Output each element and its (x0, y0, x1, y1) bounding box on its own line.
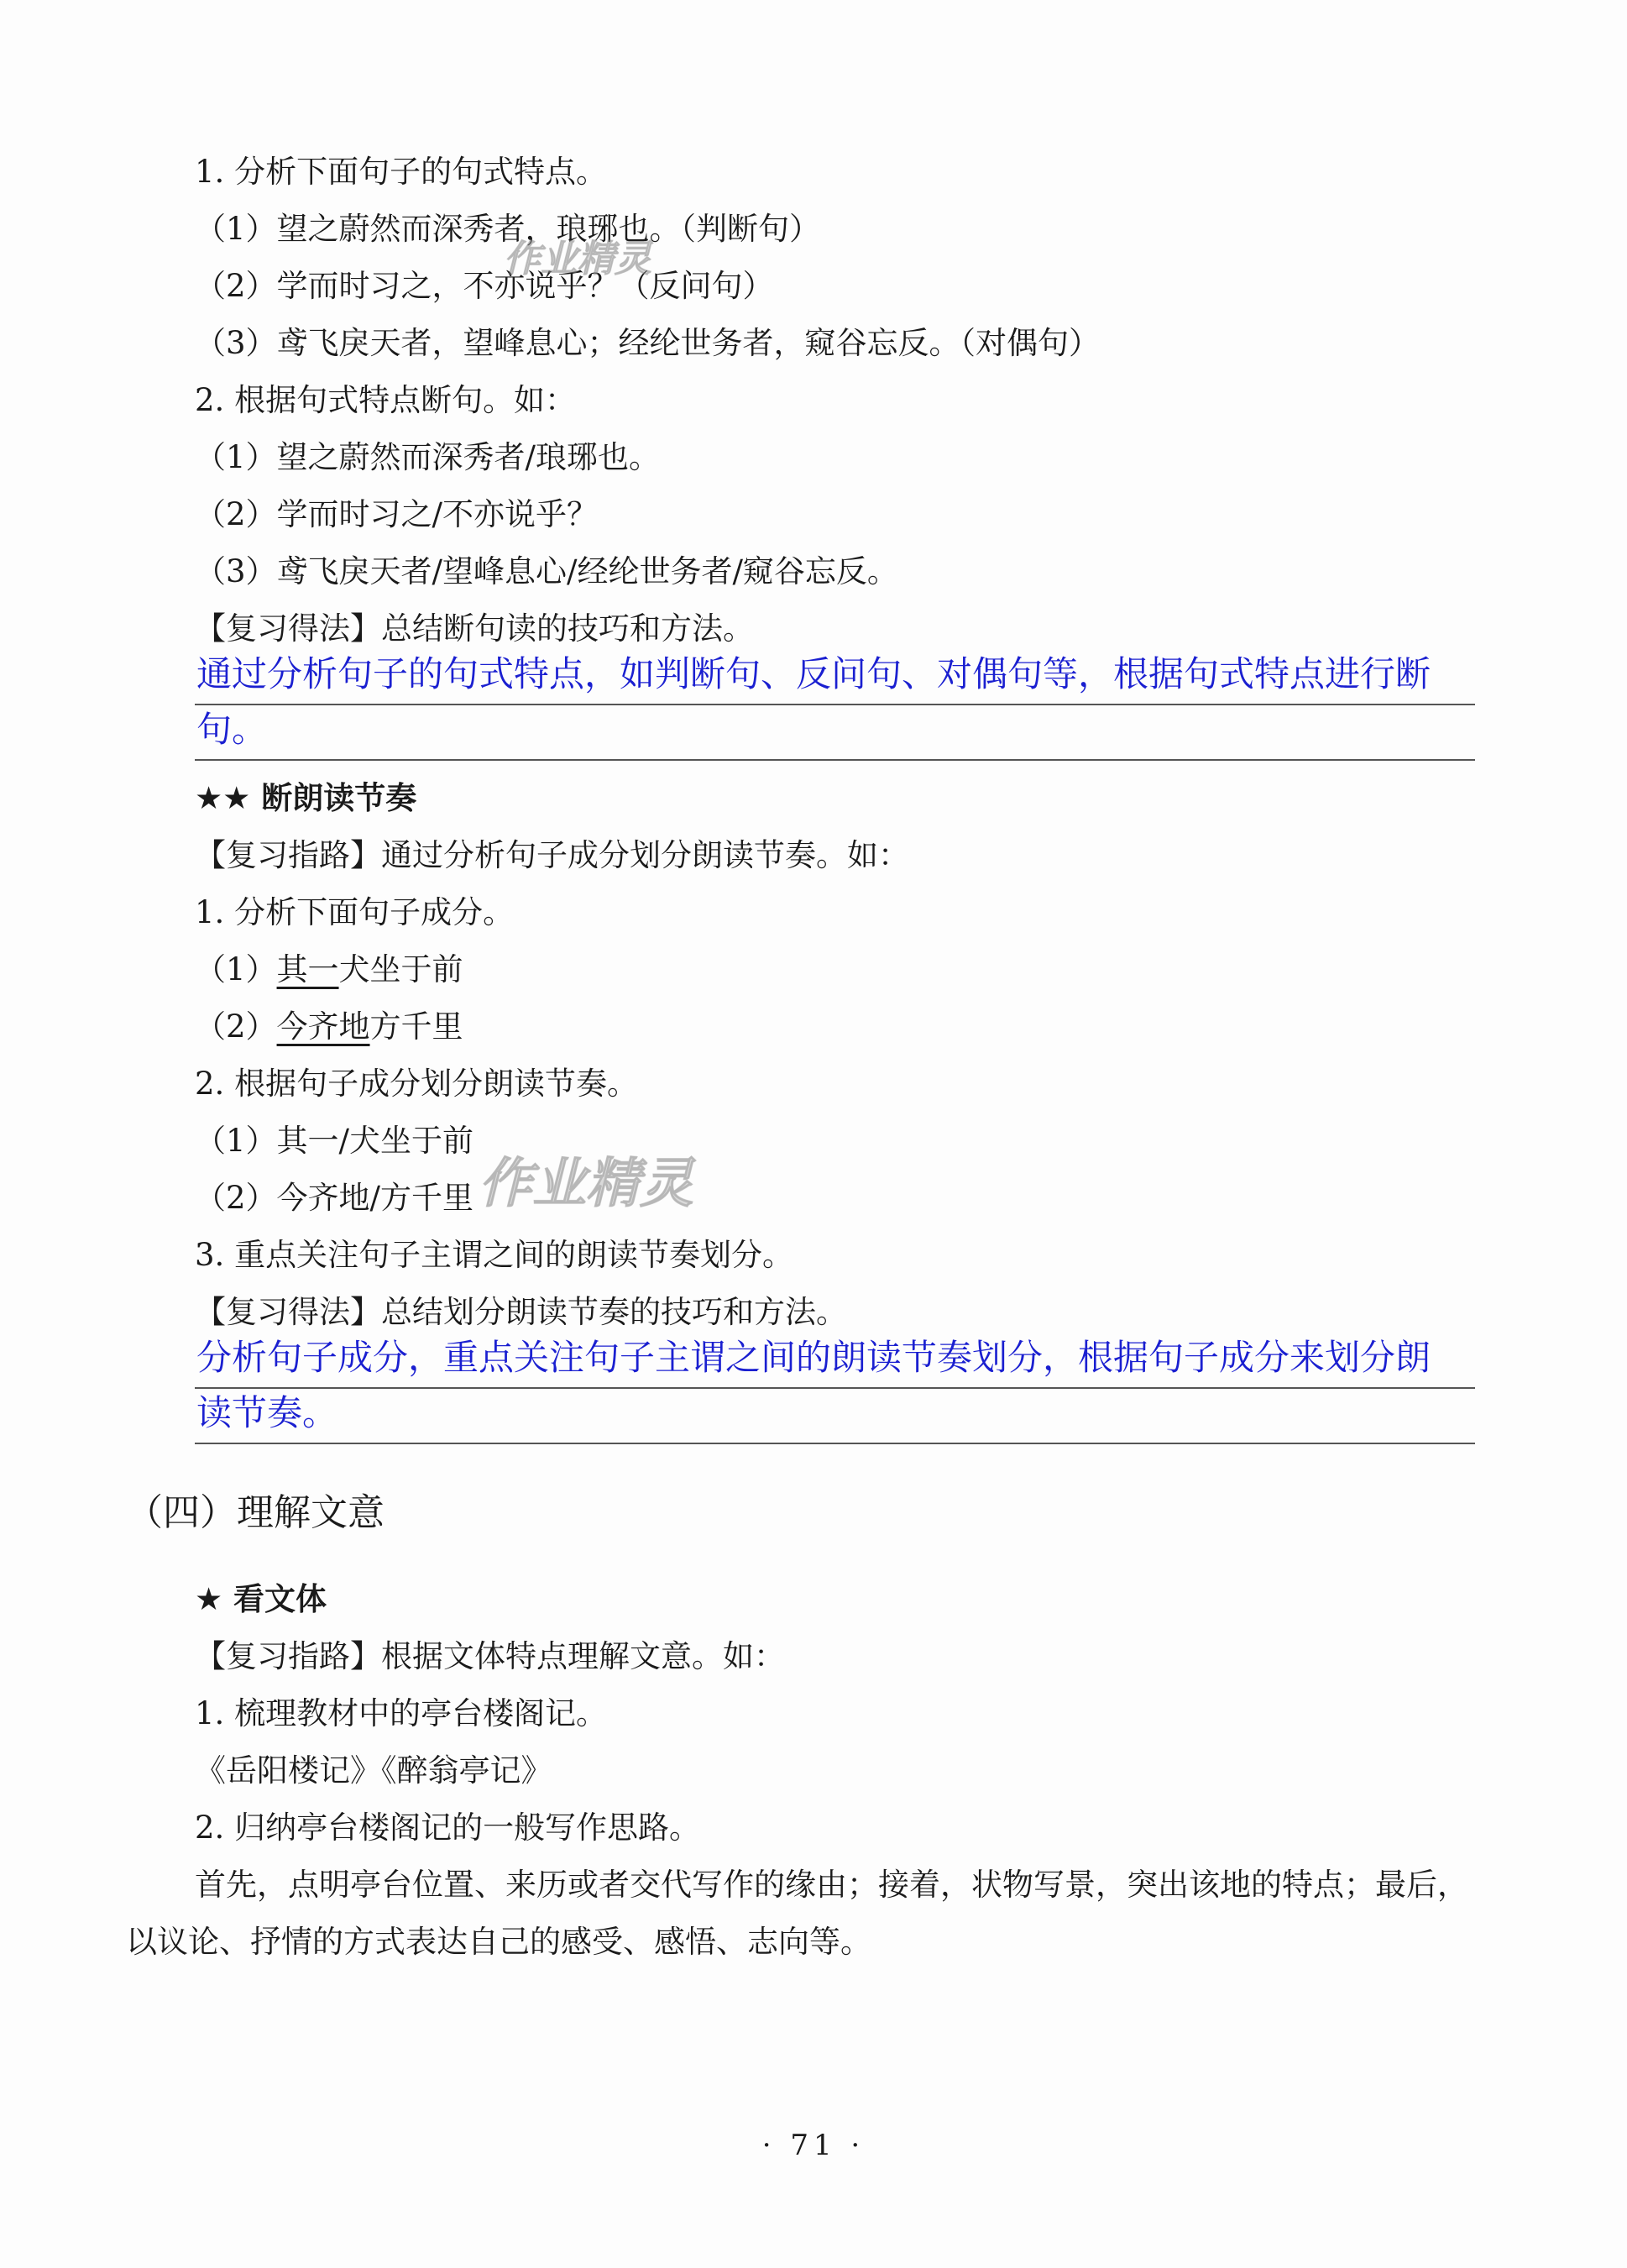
break-2: （2）学而时习之/不亦说乎？ (195, 496, 599, 532)
rhythm-question-2: 2. 根据句子成分划分朗读节奏。 (195, 1066, 639, 1102)
section-heading-rhythm: ★★ 断朗读节奏 (195, 780, 417, 816)
review-guide-genre: 【复习指路】根据文体特点理解文意。如： (195, 1638, 785, 1674)
rhythm-break-1: （1）其一/犬坐于前 (195, 1123, 474, 1159)
sentence-2: （2）学而时习之，不亦说乎？（反问句） (195, 268, 774, 304)
section-title-understanding: （四）理解文意 (126, 1491, 385, 1534)
rhythm-sentence-1: （1）其一犬坐于前 (195, 951, 463, 987)
question-2: 2. 根据句式特点断句。如： (195, 382, 577, 418)
rhythm-break-2: （2）今齐地/方千里 (195, 1180, 474, 1216)
page-number: · 71 · (761, 2129, 866, 2162)
answer-text: 句。 (196, 709, 268, 750)
break-1: （1）望之蔚然而深秀者/琅琊也。 (195, 439, 661, 475)
answer-line-2b (195, 1387, 1475, 1444)
review-method-2: 【复习得法】总结划分朗读节奏的技巧和方法。 (195, 1294, 847, 1330)
section-heading-genre: ★ 看文体 (195, 1581, 327, 1617)
subject-underline: 今齐地 (276, 1008, 370, 1045)
answer-text: 读节奏。 (196, 1392, 338, 1433)
review-method-1: 【复习得法】总结断句读的技巧和方法。 (195, 610, 754, 647)
answer-line-1a (195, 648, 1475, 705)
sentence-3: （3）鸢飞戾天者，望峰息心；经纶世务者，窥谷忘反。（对偶句） (195, 325, 1101, 361)
subject-underline: 其一 (276, 951, 339, 987)
rhythm-sentence-2: （2）今齐地方千里 (195, 1008, 463, 1045)
sentence-1: （1）望之蔚然而深秀者，琅琊也。（判断句） (195, 211, 821, 247)
answer-line-1b (195, 704, 1475, 761)
genre-question-1: 1. 梳理教材中的亭台楼阁记。 (195, 1695, 608, 1731)
genre-paragraph-line-2: 以议论、抒情的方式表达自己的感受、感悟、志向等。 (126, 1924, 871, 1960)
genre-question-2: 2. 归纳亭台楼阁记的一般写作思路。 (195, 1810, 701, 1846)
question-1: 1. 分析下面句子的句式特点。 (195, 154, 608, 190)
rhythm-question-1: 1. 分析下面句子成分。 (195, 894, 515, 930)
genre-titles: 《岳阳楼记》《醉翁亭记》 (195, 1752, 552, 1789)
break-3: （3）鸢飞戾天者/望峰息心/经纶世务者/窥谷忘反。 (195, 553, 898, 589)
watermark: 作业精灵 (479, 1153, 693, 1215)
answer-line-2a (195, 1332, 1475, 1389)
answer-text: 分析句子成分，重点关注句子主谓之间的朗读节奏划分，根据句子成分来划分朗 (196, 1337, 1431, 1378)
watermark: 作业精灵 (504, 238, 651, 280)
answer-text: 通过分析句子的句式特点，如判断句、反问句、对偶句等，根据句式特点进行断 (196, 653, 1431, 694)
genre-paragraph-line-1: 首先，点明亭台位置、来历或者交代写作的缘由；接着，状物写景，突出该地的特点；最后， (195, 1867, 1468, 1903)
rhythm-question-3: 3. 重点关注句子主谓之间的朗读节奏划分。 (195, 1237, 794, 1273)
review-guide-rhythm: 【复习指路】通过分析句子成分划分朗读节奏。如： (195, 837, 909, 873)
